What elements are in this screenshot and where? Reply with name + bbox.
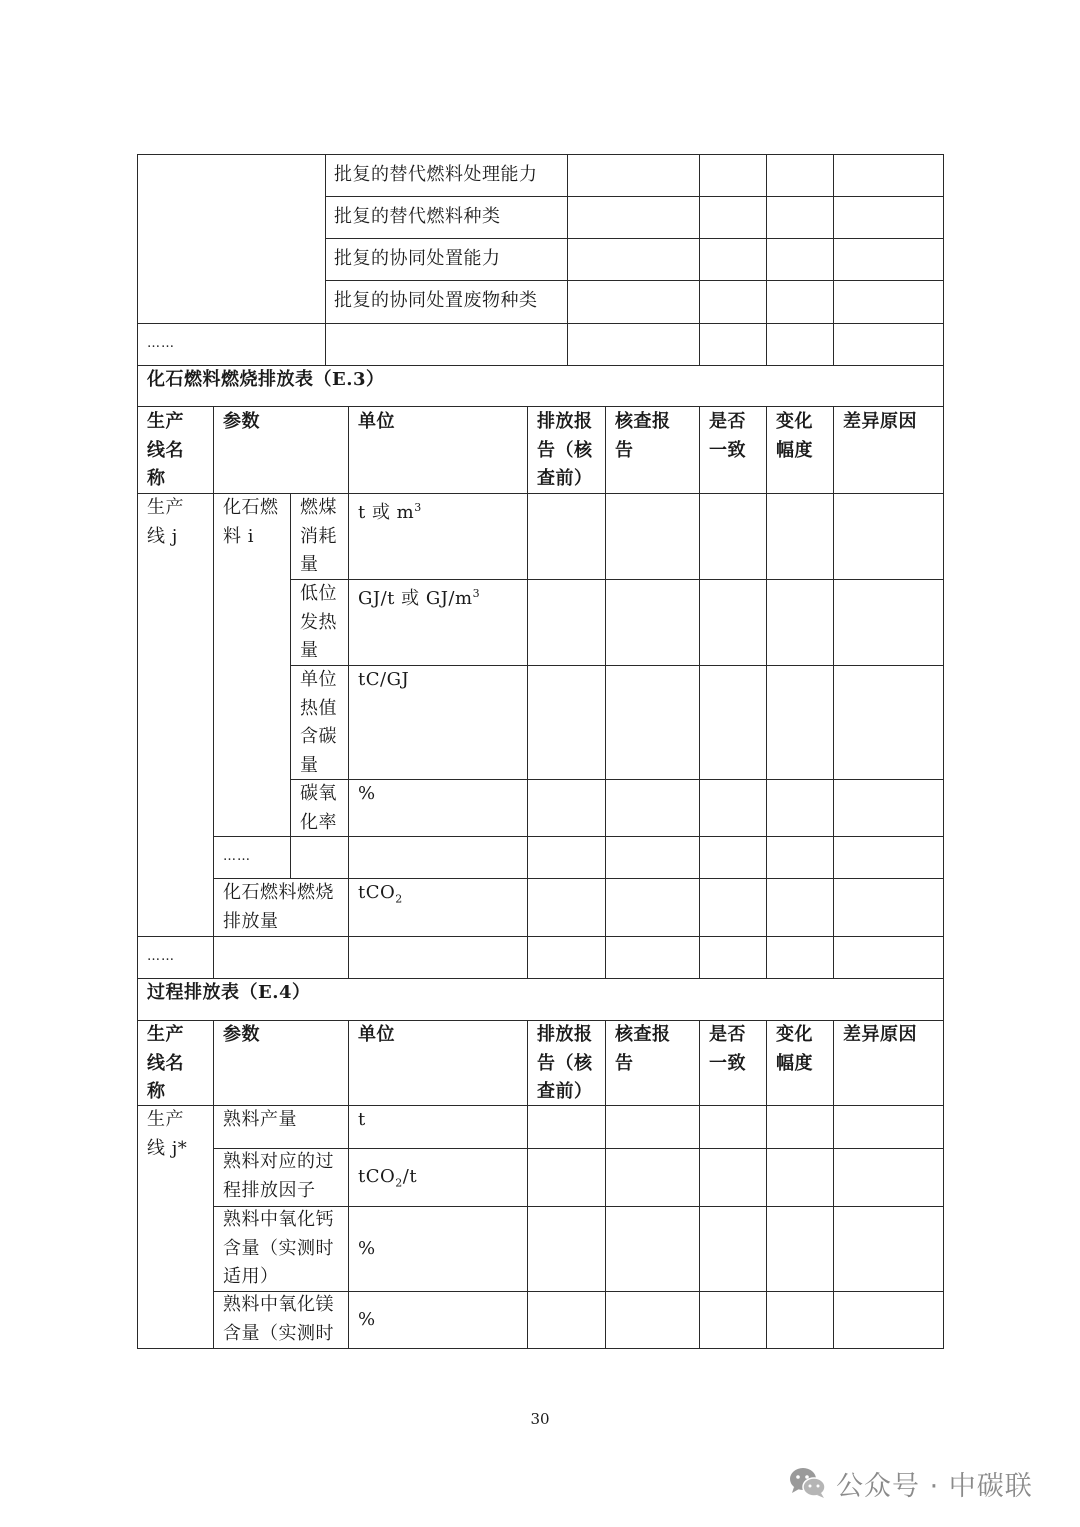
approved-alt-fuel-capacity: 批复的替代燃料处理能力 [334,164,538,185]
table-e3-title: 化石燃料燃烧排放表（E.3） [147,369,385,390]
e3-header-unit: 单位 [358,411,395,432]
e3-header-change: 变化 幅度 [776,411,813,461]
e4-param-process-factor: 熟料对应的过 程排放因子 [223,1151,334,1201]
e3-param-carbon-content: 单位 热值 含碳 量 [300,669,337,776]
watermark [788,1463,1033,1503]
e3-unit-carbon-content: tC/GJ [358,669,410,690]
section1-ellipsis: …… [147,336,175,351]
e4-header-reason: 差异原因 [843,1024,917,1045]
e4-header-unit: 单位 [358,1024,395,1045]
e3-param-oxidation-rate: 碳氧 化率 [300,783,337,833]
e3-param-coal-consumption: 燃煤 消耗 量 [300,497,337,575]
approved-alt-fuel-types: 批复的替代燃料种类 [334,206,501,227]
e4-header-line-name: 生产 线名 称 [147,1024,184,1102]
e3-unit-lower-heating-value: GJ/t 或 $GJ/m^3$ [358,587,481,609]
approved-coprocessing-waste-types: 批复的协同处置废物种类 [334,290,538,311]
approved-coprocessing-capacity: 批复的协同处置能力 [334,248,501,269]
e3-param-lower-heating-value: 低位 发热 量 [300,583,337,661]
watermark-text: 公众号 · 中碳联 [836,1470,1033,1502]
e4-header-verify: 核查报 告 [615,1024,671,1074]
e3-header-param: 参数 [223,411,260,432]
e4-unit-mgo-content: % [358,1309,376,1330]
e4-param-cao-content: 熟料中氧化钙 含量（实测时 适用） [223,1209,334,1287]
page-number: 30 [530,1410,550,1428]
e3-header-reason: 差异原因 [843,411,917,432]
wechat-icon [788,1466,828,1500]
e4-header-consistent: 是否 一致 [709,1024,746,1074]
e4-header-report: 排放报 告（核 查前） [537,1024,593,1102]
e3-unit-oxidation-rate: % [358,783,376,804]
e4-unit-process-factor: tCO$_2$/t [358,1166,418,1190]
e4-param-mgo-content: 熟料中氧化镁 含量（实测时 [223,1294,334,1344]
e3-emission-unit: tCO$_2$ [358,882,403,906]
e4-header-change: 变化 幅度 [776,1024,813,1074]
e4-param-clinker-output: 熟料产量 [223,1109,297,1130]
e3-emission-name: 化石燃料燃烧 排放量 [223,882,334,932]
e4-header-param: 参数 [223,1024,260,1045]
e3-unit-coal-consumption: t 或 $m^3$ [358,501,422,523]
e4-unit-cao-content: % [358,1238,376,1259]
table-e4-title: 过程排放表（E.4） [147,982,311,1003]
e3-fuel-ellipsis: …… [223,849,251,864]
e3-header-line-name: 生产 线名 称 [147,411,184,489]
e4-line-j: 生产 线 j* [147,1109,188,1159]
e3-line-j: 生产 线 j [147,497,184,547]
e3-header-consistent: 是否 一致 [709,411,746,461]
e3-header-verify: 核查报 告 [615,411,671,461]
e3-header-report: 排放报 告（核 查前） [537,411,593,489]
e3-line-ellipsis: …… [147,949,175,964]
e4-unit-clinker-output: t [358,1109,366,1130]
e3-fuel-i: 化石燃 料 i [223,497,279,547]
